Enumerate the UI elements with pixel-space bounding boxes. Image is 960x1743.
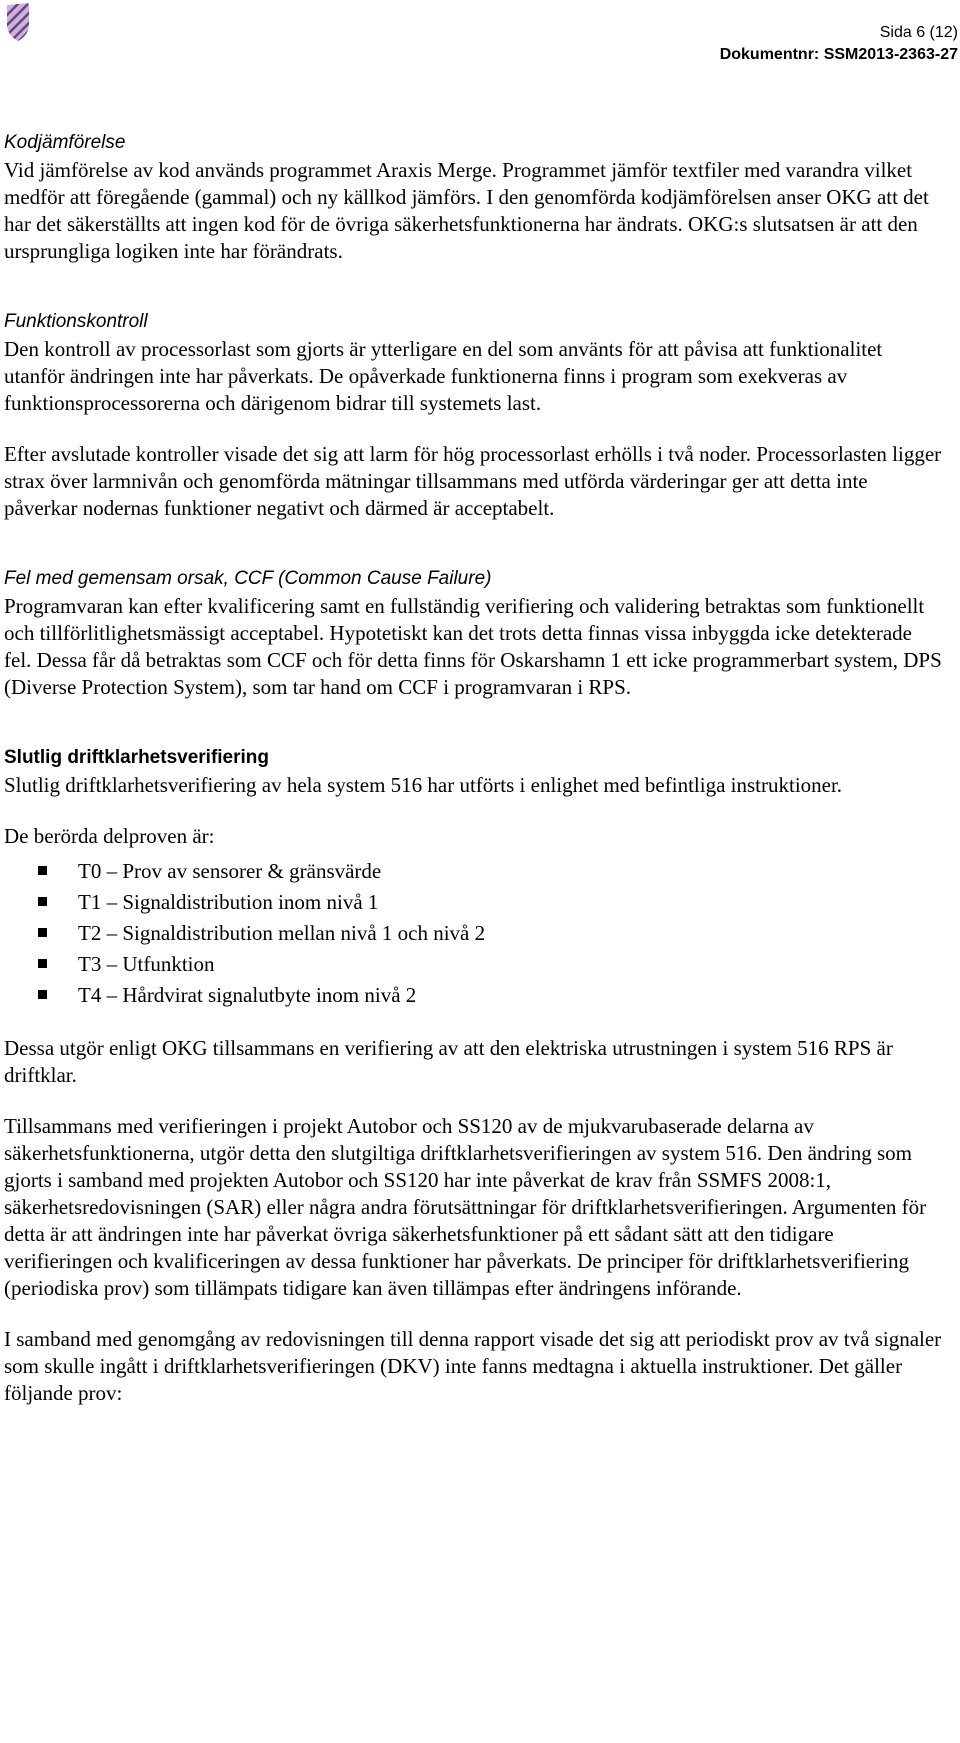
section-heading: Fel med gemensam orsak, CCF (Common Cause Failure) [4,568,492,589]
paragraph: Programvaran kan efter kvalificering samt en fullständig verifiering och validering betraktas som funktionellt och tillförlitlighetsmässigt acceptabel. Hypotetiskt kan det trots detta finnas vissa inbyggda icke detekterade fel. Dessa får då betraktas som CCF och för detta finns för Oskarshamn 1 ett icke programmerbart system, DPS (Diverse Protection System), som tar hand om CCF i programvaran i RPS. [4,594,942,699]
square-bullet-icon [38,959,47,968]
paragraph: Efter avslutade kontroller visade det sig att larm för hög processorlast erhölls i två noder. Processorlasten ligger strax över larmnivån och genomförda mätningar tillsammans med utförda värderingar ger att detta inte påverkar nodernas funktioner negativt och därmed är acceptabelt. [4,442,942,520]
list-intro: De berörda delproven är: [4,824,215,848]
document-body [4,128,944,1407]
paragraph: Dessa utgör enligt OKG tillsammans en verifiering av att den elektriska utrustningen i system 516 RPS är driftklar. [4,1036,893,1087]
page-number: Sida 6 (12) [879,24,958,41]
paragraph: Den kontroll av processorlast som gjorts är ytterligare en del som använts för att påvisa att funktionalitet utanför ändringen inte har påverkats. De opåverkade funktionerna finns i program som exekveras av funktionsprocessorerna och därigenom bidrar till systemets last. [4,337,883,415]
section-driftklarhetsverifiering [4,743,944,1407]
square-bullet-icon [38,990,47,999]
section-ccf [4,564,944,701]
square-bullet-icon [38,866,47,875]
list-item: T4 – Hårdvirat signalutbyte inom nivå 2 [4,980,944,1011]
shield-logo-icon [6,2,30,42]
list-item: T3 – Utfunktion [4,949,944,980]
page-header [720,22,958,66]
paragraph: Tillsammans med verifieringen i projekt Autobor och SS120 av de mjukvarubaserade delarna av säkerhetsfunktionerna, utgör detta den slutgiltiga driftklarhetsverifieringen av system 516. Den ändring som gjorts i samband med projekten Autobor och SS120 har inte påverkat de krav från SSMFS 2008:1, säkerhetsredovisningen (SAR) eller några andra förutsättningar för driftklarhetsverifieringen. Argumenten för detta är att ändringen inte har påverkat övriga säkerhetsfunktioner på ett sådant sätt att den tidigare verifieringen och kvalificeringen av dessa funktioner har påverkats. De principer för driftklarhetsverifiering (periodiska prov) som tillämpats tidigare kan även tillämpas efter ändringens införande. [4,1114,927,1300]
section-heading: Kodjämförelse [4,132,126,153]
section-funktionskontroll [4,307,944,522]
paragraph: I samband med genomgång av redovisningen till denna rapport visade det sig att periodiskt prov av två signaler som skulle ingått i driftklarhetsverifieringen (DKV) inte fanns medtagna i aktuella instruktioner. Det gäller följande prov: [4,1327,942,1405]
bullet-list [4,856,944,1011]
section-kodjamforelse [4,128,944,265]
paragraph: Vid jämförelse av kod används programmet Araxis Merge. Programmet jämför textfiler med varandra vilket medför att föregående (gammal) och ny källkod jämförs. I den genomförda kodjämförelsen anser OKG att det har det säkerställts att ingen kod för de övriga säkerhetsfunktionerna har ändrats. OKG:s slutsatsen är att den ursprungliga logiken inte har förändrats. [4,158,929,263]
list-item: T2 – Signaldistribution mellan nivå 1 och nivå 2 [4,918,944,949]
square-bullet-icon [38,928,47,937]
section-heading: Funktionskontroll [4,311,148,332]
paragraph: Slutlig driftklarhetsverifiering av hela system 516 har utförts i enlighet med befintliga instruktioner. [4,773,843,797]
document-number: Dokumentnr: SSM2013-2363-27 [719,46,958,63]
list-item: T0 – Prov av sensorer & gränsvärde [4,856,944,887]
section-heading: Slutlig driftklarhetsverifiering [4,747,269,768]
square-bullet-icon [38,897,47,906]
list-item: T1 – Signaldistribution inom nivå 1 [4,887,944,918]
